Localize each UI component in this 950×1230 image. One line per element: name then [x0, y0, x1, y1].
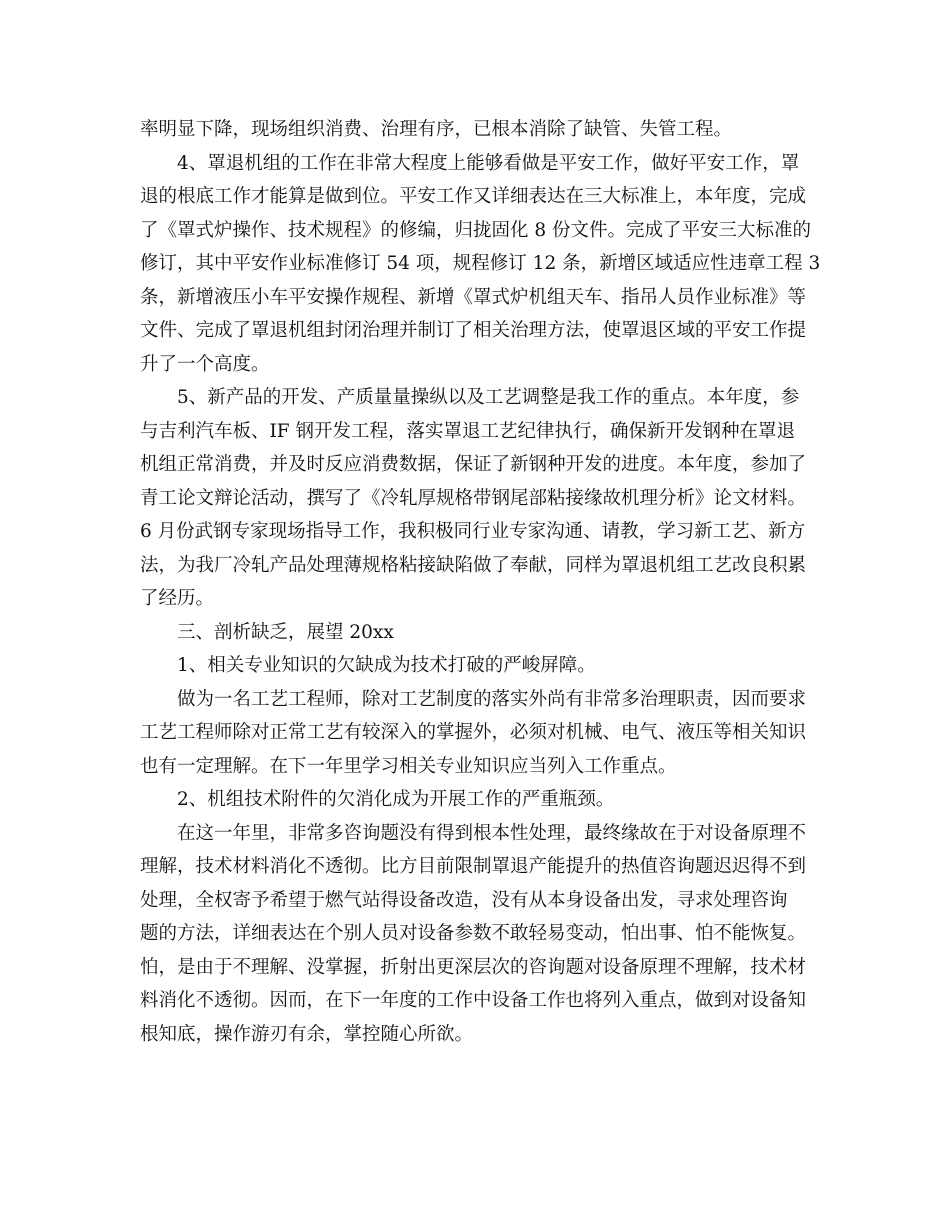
text-line: 退的根底工作才能算是做到位。平安工作又详细表达在三大标准上，本年度，完成 [140, 186, 807, 207]
paragraph [140, 649, 838, 683]
text-line: 了经历。 [140, 588, 215, 609]
text-line: 4、罩退机组的工作在非常大程度上能够看做是平安工作，做好平安工作，罩 [177, 152, 800, 174]
paragraph [140, 113, 838, 147]
paragraph [140, 683, 838, 784]
text-line: 升了一个高度。 [140, 353, 270, 375]
text-line: 理解，技术材料消化不透彻。比方目前限制罩退产能提升的热值咨询题迟迟得不到 [140, 856, 807, 877]
text-line: 法，为我厂冷轧产品处理薄规格粘接缺陷做了奉献，同样为罩退机组工艺改良积累 [140, 554, 807, 576]
text-line: 机组正常消费，并及时反应消费数据，保证了新钢种开发的进度。本年度，参加了 [140, 454, 807, 475]
text-line: 在这一年里，非常多咨询题没有得到根本性处理，最终缘故在于对设备原理不 [177, 822, 807, 844]
paragraph [140, 783, 838, 817]
text-line: 修订，其中平安作业标准修订 54 项，规程修订 12 条，新增区域适应性违章工程 3 [140, 253, 821, 274]
paragraph [140, 616, 838, 650]
paragraph [140, 817, 838, 1052]
paragraph [140, 147, 838, 382]
text-line: 根知底，操作游刃有余，掌控随心所欲。 [140, 1023, 474, 1045]
text-line: 怕，是由于不理解、没掌握，折射出更深层次的咨询题对设备原理不理解，技术材 [140, 956, 807, 978]
text-line: 了《罩式炉操作、技术规程》的修编，归拢固化 8 份文件。完成了平安三大标准的 [140, 219, 812, 241]
paragraph [140, 381, 838, 616]
text-line: 工艺工程师除对正常工艺有较深入的掌握外，必须对机械、电气、液压等相关知识 [140, 722, 807, 743]
text-line: 2、机组技术附件的欠消化成为开展工作的严重瓶颈。 [177, 789, 615, 810]
text-line: 三、剖析缺乏，展望 20xx [177, 621, 394, 643]
text-line: 文件、完成了罩退机组封闭治理并制订了相关治理方法，使罩退区域的平安工作提 [140, 320, 807, 341]
text-line: 也有一定理解。在下一年里学习相关专业知识应当列入工作重点。 [140, 755, 677, 777]
text-line: 料消化不透彻。因而，在下一年度的工作中设备工作也将列入重点，做到对设备知 [140, 990, 807, 1011]
text-line: 1、相关专业知识的欠缺成为技术打破的严峻屏障。 [177, 655, 596, 676]
text-line: 条，新增液压小车平安操作规程、新增《罩式炉机组天车、指吊人员作业标准》等 [140, 286, 807, 308]
text-line: 与吉利汽车板、IF 钢开发工程，落实罩退工艺纪律执行，确保新开发钢种在罩退 [140, 420, 796, 442]
text-line: 率明显下降，现场组织消费、治理有序，已根本消除了缺管、失管工程。 [140, 119, 733, 140]
text-line: 青工论文辩论活动，撰写了《冷轧厚规格带钢尾部粘接缘故机理分析》论文材料。 [140, 487, 807, 509]
text-line: 5、新产品的开发、产质量量操纵以及工艺调整是我工作的重点。本年度，参 [177, 387, 800, 408]
text-line: 做为一名工艺工程师，除对工艺制度的落实外尚有非常多治理职责，因而要求 [177, 688, 807, 710]
text-line: 6 月份武钢专家现场指导工作，我积极同行业专家沟通、请教，学习新工艺、新方 [140, 521, 806, 542]
text-line: 题的方法，详细表达在个别人员对设备参数不敢轻易变动，怕出事、怕不能恢复。 [140, 923, 807, 944]
text-line: 处理，全权寄予希望于燃气站得设备改造，没有从本身设备出发，寻求处理咨询 [140, 889, 788, 911]
